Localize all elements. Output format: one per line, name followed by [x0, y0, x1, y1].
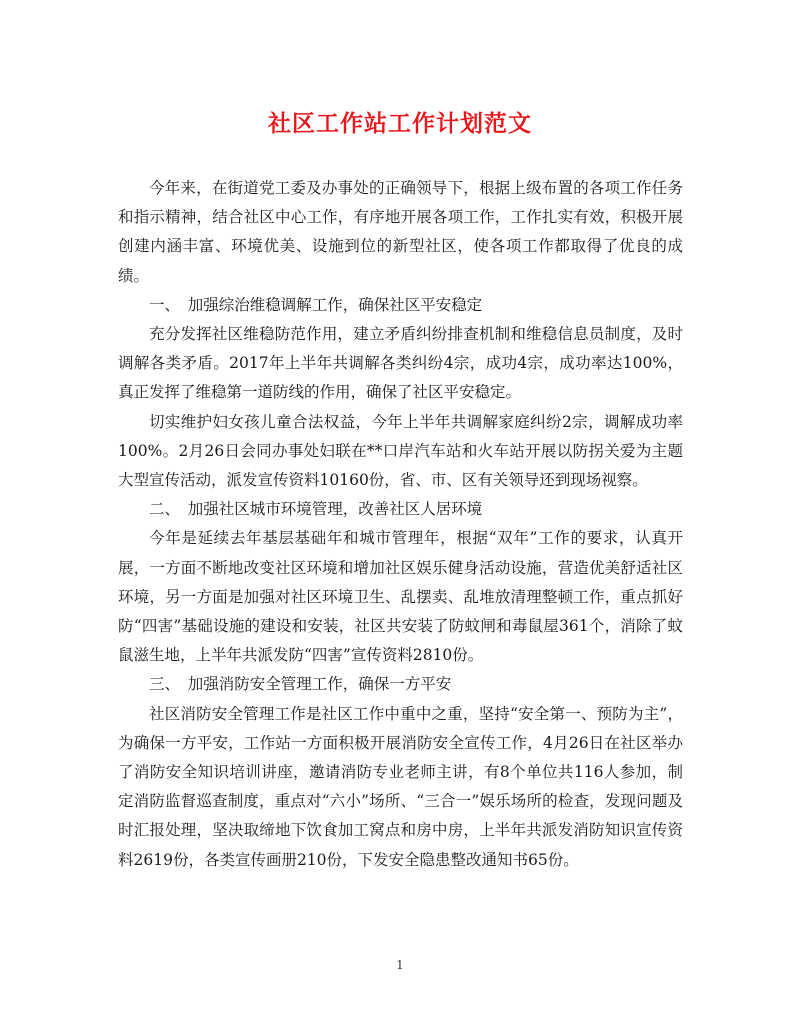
section-1-paragraph-1: 充分发挥社区维稳防范作用，建立矛盾纠纷排查机制和维稳信息员制度，及时调解各类矛盾。2017年上半年共调解各类纠纷4宗，成功4宗，成功率达100%，真正发挥了维稳第一道防线的作用，确保了社区平安稳定。: [118, 325, 683, 402]
intro-paragraph: 今年来，在街道党工委及办事处的正确领导下，根据上级布置的各项工作任务和指示精神，结合社区中心工作，有序地开展各项工作，工作扎实有效，积极开展创建内涵丰富、环境优美、设施到位的新型社区，使各项工作都取得了优良的成绩。: [118, 179, 683, 285]
document-title: 社区工作站工作计划范文: [268, 110, 532, 137]
section-2-paragraph-1: 今年是延续去年基层基础年和城市管理年，根据“双年”工作的要求，认真开展，一方面不断地改变社区环境和增加社区娱乐健身活动设施，营造优美舒适社区环境，另一方面是加强对社区环境卫生、乱摆卖、乱堆放清理整顿工作，重点抓好防“四害”基础设施的建设和安装，社区共安装了防蚊闸和毒鼠屋361个，消除了蚊鼠滋生地，上半年共派发防“四害”宣传资料2810份。: [118, 529, 683, 665]
section-heading-2: 二、 加强社区城市环境管理，改善社区人居环境: [149, 500, 483, 519]
section-3-paragraph-1: 社区消防安全管理工作是社区工作中重中之重，坚持“安全第一、预防为主”，为确保一方平安，工作站一方面积极开展消防安全宣传工作，4月26日在社区举办了消防安全知识培训讲座，邀请消防专业老师主讲，有8个单位共116人参加，制定消防监督巡查制度，重点对“六小”场所、“三合一”娱乐场所的检查，发现问题及时汇报处理，坚决取缔地下饮食加工窝点和房中房，上半年共派发消防知识宣传资料2619份，各类宣传画册210份，下发安全隐患整改通知书65份。: [118, 704, 683, 869]
section-heading-1: 一、 加强综治维稳调解工作，确保社区平安稳定: [149, 295, 483, 314]
section-heading-3: 三、 加强消防安全管理工作，确保一方平安: [149, 675, 452, 694]
page-number: 1: [396, 958, 404, 972]
document-body: [118, 174, 683, 875]
section-1-paragraph-2: 切实维护妇女孩儿童合法权益，今年上半年共调解家庭纠纷2宗，调解成功率100%。2月26日会同办事处妇联在**口岸汽车站和火车站开展以防拐关爱为主题大型宣传活动，派发宣传资料10160份，省、市、区有关领导还到现场视察。: [118, 412, 683, 490]
